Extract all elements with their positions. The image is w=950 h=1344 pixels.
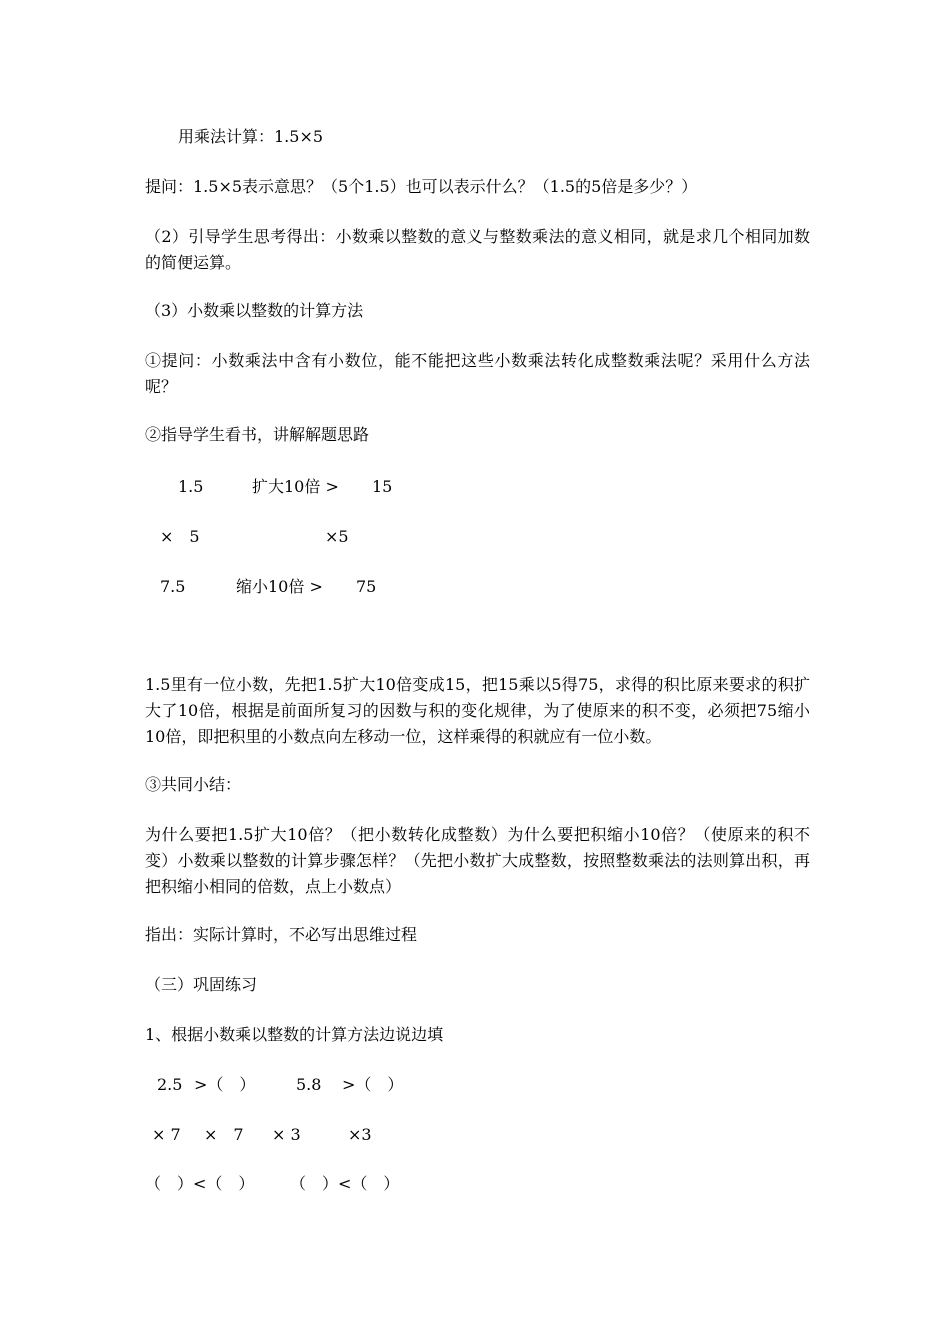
summary-paragraph: 为什么要把1.5扩大10倍？（把小数转化成整数）为什么要把积缩小10倍？（使原来的积不变）小数乘以整数的计算步骤怎样？（先把小数扩大成整数，按照整数乘法的法则算出积，再把积缩小相同的倍数，点上小数点） (145, 825, 810, 896)
practice-instruction: 1、根据小数乘以整数的计算方法边说边填 (145, 1025, 444, 1044)
diagram-multiplier-left: × 5 (160, 527, 200, 546)
exercise-multiplier-b1: × 3 (272, 1125, 301, 1144)
question-meaning: 提问：1.5×5表示意思？（5个1.5）也可以表示什么？（1.5的5倍是多少？） (145, 177, 698, 196)
calc-prompt: 用乘法计算：1.5×5 (178, 127, 324, 146)
exercise-blank-b: >（ ） (342, 1075, 404, 1094)
diagram-factor-integer: 15 (372, 477, 393, 496)
diagram-factor-decimal: 1.5 (178, 477, 204, 496)
exercise-multiplier-b2: ×3 (348, 1125, 372, 1144)
question-convert: ①提问：小数乘法中含有小数位，能不能把这些小数乘法转化成整数乘法呢？采用什么方法呢？ (145, 351, 810, 396)
diagram-shrink-arrow: 缩小10倍 > (236, 577, 323, 596)
reading-guide: ②指导学生看书，讲解解题思路 (145, 425, 370, 444)
practice-heading: （三）巩固练习 (145, 975, 258, 994)
diagram-product-integer: 75 (356, 577, 377, 596)
diagram-product-decimal: 7.5 (160, 577, 186, 596)
summary-heading: ③共同小结： (145, 775, 242, 794)
diagram-enlarge-arrow: 扩大10倍 > (252, 477, 339, 496)
guide-paragraph: （2）引导学生思考得出：小数乘以整数的意义与整数乘法的意义相同，就是求几个相同加数的简便运算。 (145, 227, 810, 272)
exercise-result-a: （ ）<（ ） (145, 1174, 255, 1193)
exercise-multiplier-a1: × 7 (152, 1125, 181, 1144)
explanation-paragraph: 1.5里有一位小数，先把1.5扩大10倍变成15，把15乘以5得75，求得的积比原来要求的积扩大了10倍，根据是前面所复习的因数与积的变化规律，为了使原来的积不变，必须把75缩小10倍，即把积里的小数点向左移动一位，这样乘得的积就应有一位小数。 (145, 675, 810, 746)
exercise-blank-a: >（ ） (194, 1075, 256, 1094)
exercise-factor-a: 2.5 (157, 1075, 183, 1094)
exercise-result-b: （ ）<（ ） (290, 1174, 400, 1193)
exercise-multiplier-a2: × 7 (204, 1125, 244, 1144)
exercise-factor-b: 5.8 (296, 1075, 322, 1094)
note-line: 指出：实际计算时，不必写出思维过程 (145, 925, 418, 944)
method-heading: （3）小数乘以整数的计算方法 (145, 301, 364, 320)
diagram-multiplier-right: ×5 (325, 527, 349, 546)
